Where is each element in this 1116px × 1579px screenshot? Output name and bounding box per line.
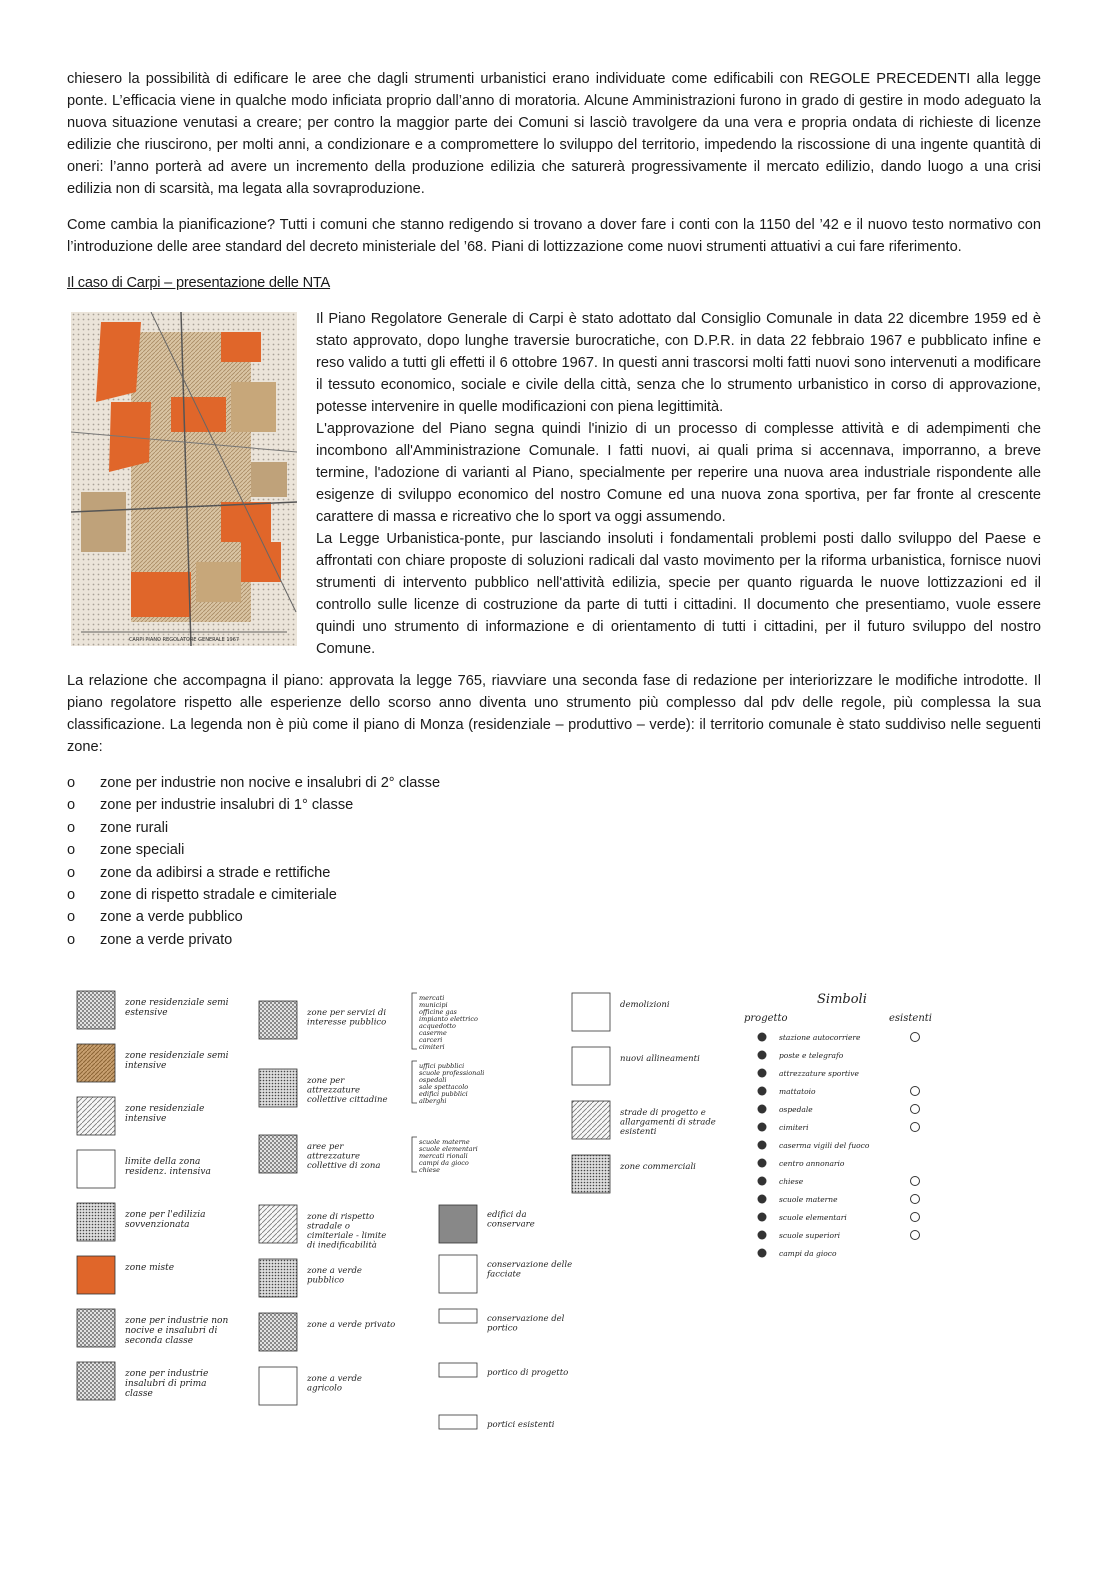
legend-swatch [77,1044,115,1082]
symbol-progetto-icon [758,1033,767,1042]
legend-label: zone per industrie non nocive e insalubri di seconda classe [125,1316,229,1346]
legend-swatch [572,1101,610,1139]
legend-sublabel: caserme [419,1029,447,1037]
legend-sublabel: scuole elementari [419,1145,478,1153]
symbol-label: campi da gioco [779,1249,837,1258]
legend-label: demolizioni [620,1000,670,1010]
symbol-label: centro annonario [779,1159,845,1168]
legend-swatch [259,1001,297,1039]
carpi-section [67,308,1041,656]
symbol-progetto-icon [758,1123,767,1132]
legend-swatch [77,1362,115,1400]
list-item: o zone speciali [67,839,1041,861]
legend-sublabel: uffici pubblici [419,1062,465,1070]
legend-brace [412,993,417,1049]
legend-swatch [439,1363,477,1377]
legend-swatch [77,1256,115,1294]
legend-swatch [259,1205,297,1243]
legend-sublabel: edifici pubblici [419,1090,468,1098]
legend-sublabel: mercati rionali [419,1152,468,1160]
list-item: o zone rurali [67,817,1041,839]
legend-sublabel: impianto elettrico [419,1015,478,1023]
symbol-label: poste e telegrafo [779,1051,844,1060]
bullet-icon: o [67,864,76,881]
symbol-progetto-icon [758,1231,767,1240]
legend-swatch [572,1155,610,1193]
paragraph-intro: chiesero la possibilità di edificare le aree che dagli strumenti urbanistici erano individuate come edificabili con REGOLE PRECEDENTI alla legge ponte. L’efficacia viene in qualche modo inficiata proprio dall’anno di moratoria. Alcune Amministrazioni furono in grado di gestire in modo adeguato la nuova situazione venutasi a creare; per contro la maggior parte dei Comuni si lasciò travolgere da una vera e propria ondata di richieste di licenze edilizie che riuscirono, per molti anni, a condizionare e a compromettere lo sviluppo del territorio, impedendo la riscossione di una ingente quantità di oneri: l’anno porterà ad avere un incremento della produzione edilizia che saturerà progressivamente il mercato edilizio, dando luogo a una crisi edilizia non di scarsità, ma legata alla sovraproduzione. [67,71,1041,197]
symbol-label: scuole materne [779,1195,838,1204]
legend-sublabel: mercati [419,994,445,1002]
legend-label: zone a verde privato [307,1320,396,1330]
list-item: o zone a verde privato [67,929,1041,951]
page-content [67,68,1041,961]
symbol-esistente-icon [911,1105,920,1114]
legend-swatch [439,1415,477,1429]
legend-label: zone a verde agricolo [307,1374,362,1394]
bullet-icon: o [67,819,76,836]
legend-brace [412,1061,417,1103]
symbol-progetto-icon [758,1195,767,1204]
legend-sublabel: cimiteri [419,1043,445,1051]
legend-swatch [439,1255,477,1293]
legend-label: zone residenziale semi estensive [125,998,229,1018]
legend-label: zone commerciali [620,1162,696,1172]
legend-label: limite della zona residenz. intensiva [125,1157,211,1177]
legend-label: portici esistenti [487,1420,555,1430]
legend-label: zone residenziale intensive [125,1104,205,1124]
legend-label: zone residenziale semi intensive [125,1051,229,1071]
legend-swatch [77,1150,115,1188]
legend-swatch [259,1259,297,1297]
bullet-icon: o [67,931,76,948]
simboli-title: Simboli [817,992,867,1007]
symbol-esistente-icon [911,1195,920,1204]
symbol-label: attrezzature sportive [779,1069,859,1078]
bullet-icon: o [67,909,76,926]
legend-label: conservazione delle facciate [487,1260,573,1280]
symbol-label: cimiteri [779,1123,809,1132]
symbol-label: mattatoio [779,1087,816,1096]
list-item: o zone a verde pubblico [67,906,1041,928]
legend-label: portico di progetto [487,1368,569,1378]
legend-swatch [439,1205,477,1243]
legend-label: nuovi allineamenti [620,1054,700,1064]
symbol-progetto-icon [758,1249,767,1258]
carpi-paragraph-2: L'approvazione del Piano segna quindi l'inizio di un processo di complesse attività e di adempimenti che incombono all'Amministrazione Comunale. I fatti nuovi, ai quali prima si accennava, imporranno, a breve termine, l'adozione di varianti al Piano, specialmente per reperire una nuova area industriale rispondente alle esigenze di sviluppo economico del nostro Comune ed una nuova zona sportiva, per far fronte al crescente carattere di massa e ricreativo che lo sport va oggi assumendo. [316,421,1041,525]
legend-swatch [77,1309,115,1347]
list-item: o zone per industrie insalubri di 1° classe [67,794,1041,816]
legend-swatch [259,1313,297,1351]
legend-swatch [572,1047,610,1085]
symbol-esistente-icon [911,1213,920,1222]
legend-swatch [572,993,610,1031]
legend-label: conservazione del portico [487,1314,565,1334]
symbol-progetto-icon [758,1087,767,1096]
legend-label: strade di progetto e allargamenti di strade esistenti [620,1108,716,1137]
symbol-progetto-icon [758,1141,767,1150]
paragraph-relazione: La relazione che accompagna il piano: approvata la legge 765, riavviare una seconda fase di redazione per interiorizzare le modifiche introdotte. Il piano regolatore rispetto alle esperienze dello scorso anno diventa uno strumento più complesso dal pdv delle regole, più complessa la sua classificazione. La legenda non è più come il piano di Monza (residenziale – produttivo – verde): il territorio comunale è stato suddiviso nelle seguenti zone: [67,673,1041,755]
zones-list [67,772,1041,951]
carpi-map-image [71,312,297,646]
bullet-icon: o [67,775,76,791]
map-caption: CARPI PIANO REGOLATORE GENERALE 1967 [128,637,240,643]
legend-sublabel: alberghi [419,1097,447,1105]
legend-swatch [77,1203,115,1241]
legend-sublabel: acquedotto [419,1022,456,1030]
legend-swatch [259,1367,297,1405]
bullet-icon: o [67,887,76,904]
carpi-map-figure [71,312,297,646]
legend-swatch [77,991,115,1029]
legend-sublabel: municipi [419,1001,448,1009]
legend-label: zone a verde pubblico [307,1266,362,1286]
symbol-label: chiese [779,1177,804,1186]
legend-label: zone miste [125,1263,175,1273]
legend-brace [412,1137,417,1172]
list-item: o zone da adibirsi a strade e rettifiche [67,862,1041,884]
symbol-label: scuole superiori [779,1231,841,1240]
simboli-progetto: progetto [744,1013,788,1024]
bullet-icon: o [67,797,76,814]
symbol-label: caserma vigili del fuoco [779,1141,870,1150]
carpi-paragraph-3: La Legge Urbanistica-ponte, pur lasciando insoluti i fondamentali problemi posti dallo sviluppo del Paese e affrontati con chiare proposte di soluzioni radicali dal vasto movimento per la riforma urbanistica, fornisce nuovi strumenti di intervento pubblico nell'attività edilizia, specie per quanto riguarda le nuove lottizzazioni ed il controllo sulle licenze di costruzione da parte di tutti i cittadini. Il documento che presentiamo, vuole essere quindi uno strumento di informazione e di orientamento di tutti i cittadini, per il futuro sviluppo del nostro Comune. [316,531,1041,657]
legend-sublabel: carceri [419,1036,443,1044]
list-item: o zone di rispetto stradale e cimiteriale [67,884,1041,906]
legend-image [67,983,965,1463]
legend-sublabel: scuole materne [419,1138,470,1146]
symbol-progetto-icon [758,1177,767,1186]
legend-label: zone di rispetto stradale o cimiteriale - limite di inedificabilità [307,1212,387,1251]
legend-label: zone per servizi di interesse pubblico [307,1008,387,1028]
symbol-esistente-icon [911,1231,920,1240]
legend-label: edifici da conservare [487,1210,535,1230]
legend-label: zone per attrezzature collettive cittadine [307,1076,388,1105]
list-item: o zone per industrie non nocive e insalubri di 2° classe [67,772,1041,794]
legend-label: aree per attrezzature collettive di zona [307,1142,381,1171]
legend-swatch [77,1097,115,1135]
section-heading: Il caso di Carpi – presentazione delle NTA [67,275,331,291]
legend-sublabel: officine gas [419,1008,457,1016]
symbol-progetto-icon [758,1213,767,1222]
legend-figure [67,983,965,1463]
symbol-esistente-icon [911,1087,920,1096]
carpi-paragraph-1: Il Piano Regolatore Generale di Carpi è stato adottato dal Consiglio Comunale in data 22 dicembre 1959 ed è stato approvato, dopo lunghe traversie burocratiche, con D.P.R. in data 22 febbraio 1967 e pubblicato infine e reso valido a tutti gli effetti il 6 ottobre 1967. In questi anni trascorsi molti fatti nuovi sono intervenuti a modificare il tessuto economico, sociale e civile della città, senza che lo strumento urbanistico in corso di approvazione, potesse intervenire in quelle modificazioni con piena legittimità. [316,311,1041,415]
simboli-esistenti: esistenti [889,1013,932,1024]
legend-swatch [259,1069,297,1107]
legend-sublabel: sale spettacolo [419,1083,469,1091]
symbol-label: scuole elementari [779,1213,847,1222]
symbol-label: ospedale [779,1105,813,1114]
symbol-progetto-icon [758,1051,767,1060]
symbol-progetto-icon [758,1069,767,1078]
legend-sublabel: scuole professionali [419,1069,485,1077]
symbol-esistente-icon [911,1033,920,1042]
legend-swatch [439,1309,477,1323]
legend-sublabel: campi da gioco [419,1159,469,1167]
symbol-progetto-icon [758,1159,767,1168]
paragraph-pianificazione: Come cambia la pianificazione? Tutti i comuni che stanno redigendo si trovano a dover fare i conti con la 1150 del ’42 e il nuovo testo normativo con l’introduzione delle aree standard del decreto ministeriale del ’68. Piani di lottizzazione come nuovi strumenti attuativi a cui fare riferimento. [67,217,1041,255]
legend-label: zone per industrie insalubri di prima classe [125,1369,209,1399]
legend-sublabel: ospedali [419,1076,447,1084]
bullet-icon: o [67,842,76,859]
symbol-progetto-icon [758,1105,767,1114]
legend-swatch [259,1135,297,1173]
legend-label: zone per l'edilizia sovvenzionata [125,1210,206,1230]
symbol-label: stazione autocorriere [779,1033,861,1042]
legend-sublabel: chiese [419,1166,440,1174]
symbol-esistente-icon [911,1123,920,1132]
symbol-esistente-icon [911,1177,920,1186]
carpi-text [316,308,1041,660]
